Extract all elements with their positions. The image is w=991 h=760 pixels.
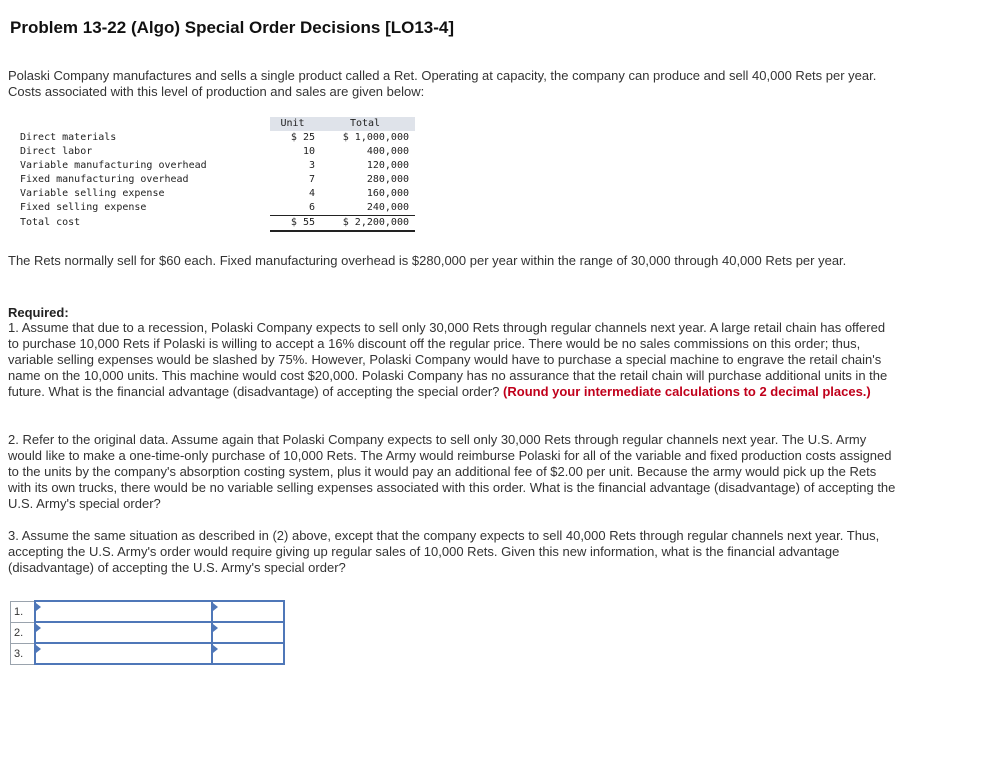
answer-number: 3.	[11, 643, 36, 664]
row-label: Fixed manufacturing overhead	[20, 174, 189, 185]
required-heading: Required:	[8, 305, 69, 320]
row-unit: 10	[302, 146, 315, 157]
row-unit: 7	[308, 174, 315, 185]
row-label: Variable selling expense	[20, 188, 165, 199]
dropdown-arrow-icon	[213, 603, 218, 611]
requirement-1-text: 1. Assume that due to a recession, Polaski Company expects to sell only 30,000 Rets through regular channels next year. A large retail chain has offered to purchase 10,000 Rets if Polaski is willing to accept a 16% discount off the regular price. There would be no sales commissions on this order; thus, variable selling expenses would be slashed by 75%. However, Polaski Company would have to purchase a special machine to engrave the retail chain's name on the 10,000 units. This machine would cost $20,000. Polaski Company has no assurance that the retail chain will purchase additional units in the future. What is the financial advantage (disadvantage) of accepting the special order?	[8, 320, 888, 399]
table-row	[20, 131, 415, 145]
table-row	[20, 173, 415, 187]
row-total: 280,000	[366, 174, 409, 185]
table-row	[20, 159, 415, 173]
answer-row	[11, 643, 285, 664]
answer-row	[11, 622, 285, 643]
unit-header: Unit	[270, 117, 321, 131]
answer-1-label-input[interactable]	[36, 603, 211, 621]
dropdown-arrow-icon	[36, 645, 41, 653]
table-row	[20, 145, 415, 159]
row-unit: $ 25	[290, 132, 315, 143]
row-total: $ 1,000,000	[342, 132, 409, 143]
row-unit: 3	[308, 160, 315, 171]
row-label: Variable manufacturing overhead	[20, 160, 207, 171]
row-label: Fixed selling expense	[20, 202, 147, 214]
row-total: 400,000	[366, 146, 409, 157]
total-row-total: $ 2,200,000	[321, 216, 415, 232]
total-row-unit: $ 55	[270, 216, 321, 232]
answer-label-cell[interactable]	[35, 601, 212, 622]
dropdown-arrow-icon	[36, 603, 41, 611]
answer-3-amount-input[interactable]	[213, 645, 283, 663]
row-label: Direct materials	[20, 132, 117, 143]
rounding-note: (Round your intermediate calculations to 2 decimal places.)	[503, 384, 871, 399]
total-row-label: Total cost	[20, 217, 81, 229]
row-label: Direct labor	[20, 146, 93, 157]
dropdown-arrow-icon	[213, 645, 218, 653]
answer-number: 2.	[11, 622, 36, 643]
answer-number: 1.	[11, 601, 36, 622]
answer-label-cell[interactable]	[35, 622, 212, 643]
answer-2-label-input[interactable]	[36, 624, 211, 642]
cost-table	[20, 117, 415, 232]
page-title: Problem 13-22 (Algo) Special Order Decisions [LO13-4]	[10, 18, 455, 37]
total-row	[20, 216, 415, 232]
cost-table-header	[20, 117, 415, 131]
answer-table	[10, 600, 285, 665]
row-unit: 4	[308, 188, 315, 199]
answer-amount-cell[interactable]	[212, 601, 284, 622]
row-total: 240,000	[321, 201, 415, 216]
row-unit: 6	[270, 201, 321, 216]
table-row	[20, 187, 415, 201]
total-header: Total	[321, 117, 415, 131]
answer-1-amount-input[interactable]	[213, 603, 283, 621]
answer-label-cell[interactable]	[35, 643, 212, 664]
answer-2-amount-input[interactable]	[213, 624, 283, 642]
row-total: 120,000	[366, 160, 409, 171]
requirement-3: 3. Assume the same situation as described in (2) above, except that the company expects to sell 40,000 Rets through regular channels next year. Thus, accepting the U.S. Army's order would require giving up regular sales of 10,000 Rets. Given this new information, what is the financial advantage (disadvantage) of accepting the U.S. Army's special order?	[8, 528, 880, 575]
requirement-2: 2. Refer to the original data. Assume again that Polaski Company expects to sell only 30,000 Rets through regular channels next year. The U.S. Army would like to make a one-time-only purchase of 10,000 Rets. The Army would reimburse Polaski for all of the variable and fixed production costs assigned to the units by the company's absorption costing system, plus it would pay an additional fee of $2.00 per unit. Because the army would pick up the Rets with its own trucks, there would be no variable selling expenses associated with this order. What is the financial advantage (disadvantage) of accepting the U.S. Army's special order?	[8, 432, 896, 511]
answer-amount-cell[interactable]	[212, 622, 284, 643]
intro-paragraph: Polaski Company manufactures and sells a single product called a Ret. Operating at capacity, the company can produce and sell 40,000 Rets per year. Costs associated with this level of production and sales are given below:	[8, 68, 877, 99]
answer-3-label-input[interactable]	[36, 645, 211, 663]
dropdown-arrow-icon	[36, 624, 41, 632]
dropdown-arrow-icon	[213, 624, 218, 632]
requirement-1	[8, 320, 898, 400]
table-row	[20, 201, 415, 216]
answer-row	[11, 601, 285, 622]
normal-sale-paragraph: The Rets normally sell for $60 each. Fixed manufacturing overhead is $280,000 per year within the range of 30,000 through 40,000 Rets per year.	[8, 253, 847, 268]
answer-amount-cell[interactable]	[212, 643, 284, 664]
row-total: 160,000	[366, 188, 409, 199]
